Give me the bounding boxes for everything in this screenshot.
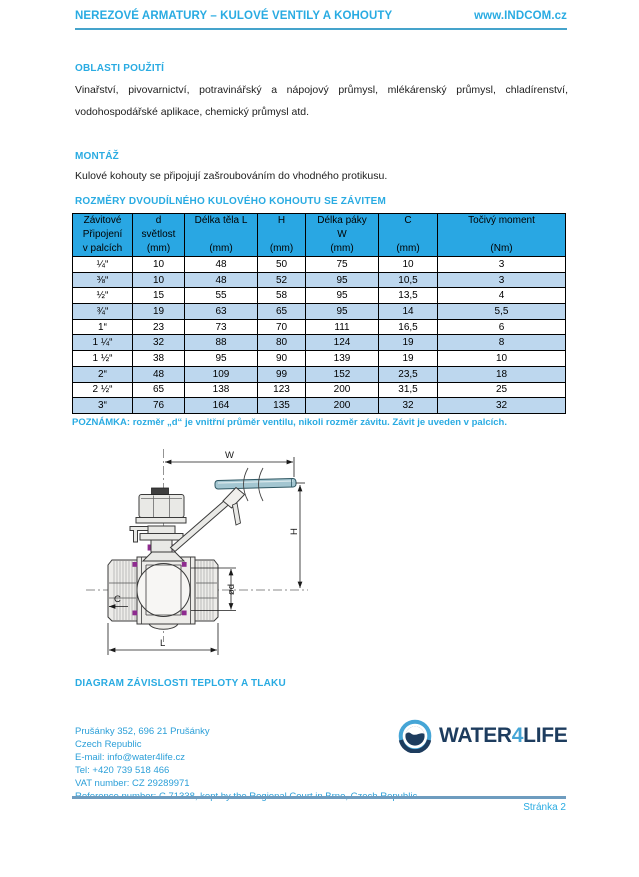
table-cell: 3 [438, 257, 566, 273]
table-cell: 2“ [73, 366, 133, 382]
dimensions-table [72, 213, 566, 414]
valve-right-end [195, 560, 218, 621]
table-cell: 123 [258, 382, 306, 398]
table-cell: 124 [306, 335, 379, 351]
table-row [73, 351, 566, 367]
table-cell: 10 [438, 351, 566, 367]
table-cell: 200 [306, 382, 379, 398]
table-cell: 65 [258, 304, 306, 320]
footer-line: Czech Republic [75, 738, 142, 750]
water4life-logo-text: WATER4LIFE [439, 724, 568, 747]
column-header: Točivý moment (Nm) [438, 214, 566, 257]
table-cell: 88 [185, 335, 258, 351]
table-cell: 164 [185, 398, 258, 414]
table-cell: 32 [133, 335, 185, 351]
footer-line: Prušánky 352, 696 21 Prušánky [75, 726, 210, 737]
table-cell: 95 [306, 304, 379, 320]
table-cell: 138 [185, 382, 258, 398]
handle-lock-tab [233, 503, 241, 525]
dim-label-h: H [289, 528, 300, 535]
table-row [73, 304, 566, 320]
table-cell: 200 [306, 398, 379, 414]
table-cell: 99 [258, 366, 306, 382]
table-cell: 10 [133, 272, 185, 288]
table-cell: 95 [185, 351, 258, 367]
table-cell: 18 [438, 366, 566, 382]
column-header: d světlost (mm) [133, 214, 185, 257]
valve-ball [137, 564, 190, 617]
table-row [73, 288, 566, 304]
table-cell: 4 [438, 288, 566, 304]
footer-line: Tel: +420 739 518 466 [75, 764, 170, 776]
table-cell: 58 [258, 288, 306, 304]
table-cell: ¼“ [73, 257, 133, 273]
table-cell: 13,5 [379, 288, 438, 304]
table-cell: 73 [185, 319, 258, 335]
page-number: Stránka 2 [523, 802, 566, 813]
page-title: NEREZOVÉ ARMATURY – KULOVÉ VENTILY A KOHOUTY [75, 10, 393, 22]
dim-label-w: W [225, 450, 234, 461]
table-cell: ¾“ [73, 304, 133, 320]
table-cell: 10,5 [379, 272, 438, 288]
table-cell: 3“ [73, 398, 133, 414]
table-cell: 70 [258, 319, 306, 335]
usage-heading: OBLASTI POUŽITÍ [75, 63, 165, 74]
column-header: Délka těla L (mm) [185, 214, 258, 257]
table-row [73, 319, 566, 335]
table-row [73, 335, 566, 351]
table-cell: 152 [306, 366, 379, 382]
table-cell: 10 [379, 257, 438, 273]
table-cell: 19 [379, 335, 438, 351]
column-header: C (mm) [379, 214, 438, 257]
dim-label-d: ød [226, 583, 237, 595]
table-cell: 3 [438, 272, 566, 288]
table-cell: 48 [133, 366, 185, 382]
table-cell: 2 ½“ [73, 382, 133, 398]
table-row [73, 257, 566, 273]
page-header [75, 10, 567, 30]
table-cell: 6 [438, 319, 566, 335]
montage-paragraph: Kulové kohouty se připojují zašroubováním do vhodného protikusu. [75, 170, 388, 182]
water4life-logo-icon [398, 719, 432, 753]
dimensions-heading: ROZMĚRY DVOUDÍLNÉHO KULOVÉHO KOHOUTU SE ZÁVITEM [75, 196, 387, 207]
table-cell: 10 [133, 257, 185, 273]
table-cell: 48 [185, 257, 258, 273]
table-cell: 23 [133, 319, 185, 335]
table-cell: 109 [185, 366, 258, 382]
table-row [73, 382, 566, 398]
table-cell: 19 [379, 351, 438, 367]
table-cell: 16,5 [379, 319, 438, 335]
table-cell: 95 [306, 272, 379, 288]
table-cell: 48 [185, 272, 258, 288]
table-cell: 31,5 [379, 382, 438, 398]
handle-grip-sleeve [215, 478, 296, 489]
column-header: Závitové Připojení v palcích [73, 214, 133, 257]
table-cell: 1“ [73, 319, 133, 335]
table-cell: 32 [379, 398, 438, 414]
table-cell: 8 [438, 335, 566, 351]
table-cell: 65 [133, 382, 185, 398]
table-cell: 38 [133, 351, 185, 367]
table-cell: 139 [306, 351, 379, 367]
column-header: H (mm) [258, 214, 306, 257]
table-cell: 50 [258, 257, 306, 273]
water4life-logo [398, 719, 567, 753]
dim-label-l: L [160, 638, 166, 649]
table-cell: 135 [258, 398, 306, 414]
table-cell: 15 [133, 288, 185, 304]
table-cell: ½“ [73, 288, 133, 304]
valve-technical-drawing [80, 442, 318, 670]
table-cell: 1 ¼“ [73, 335, 133, 351]
footer-line: VAT number: CZ 29289971 [75, 777, 190, 789]
table-cell: 25 [438, 382, 566, 398]
table-cell: 55 [185, 288, 258, 304]
footer-address [75, 726, 417, 803]
table-header [73, 214, 566, 257]
valve-handle [171, 468, 297, 552]
footer-rule [72, 796, 566, 799]
table-cell: 23,5 [379, 366, 438, 382]
table-cell: 111 [306, 319, 379, 335]
table-cell: 80 [258, 335, 306, 351]
table-cell: 95 [306, 288, 379, 304]
diagram-heading: DIAGRAM ZÁVISLOSTI TEPLOTY A TLAKU [75, 678, 286, 689]
table-header-row [73, 214, 566, 257]
valve-stem-assembly [130, 488, 186, 561]
table-cell: 76 [133, 398, 185, 414]
table-cell: ⅜“ [73, 272, 133, 288]
dim-label-c: C [114, 594, 121, 605]
note-text: POZNÁMKA: rozměr „d“ je vnitřní průměr ventilu, nikoli rozměr závitu. Závit je uveden v palcích. [72, 417, 507, 428]
table-cell: 32 [438, 398, 566, 414]
table-cell: 14 [379, 304, 438, 320]
table-body [73, 257, 566, 414]
footer-email-line[interactable]: E-mail: info@water4life.cz [75, 751, 185, 763]
table-cell: 5,5 [438, 304, 566, 320]
usage-paragraph: Vinařství, pivovarnictví, potravinářský a nápojový průmysl, mlékárenský průmysl, chladírenství, vodohospodářské aplikace, chemický průmysl atd. [75, 84, 568, 118]
table-cell: 52 [258, 272, 306, 288]
table-row [73, 366, 566, 382]
website-link[interactable]: www.INDCOM.cz [474, 10, 567, 22]
table-cell: 75 [306, 257, 379, 273]
table-row [73, 398, 566, 414]
table-cell: 63 [185, 304, 258, 320]
table-row [73, 272, 566, 288]
column-header: Délka páky W (mm) [306, 214, 379, 257]
montage-heading: MONTÁŽ [75, 151, 119, 162]
table-cell: 90 [258, 351, 306, 367]
table-cell: 19 [133, 304, 185, 320]
table-cell: 1 ½“ [73, 351, 133, 367]
